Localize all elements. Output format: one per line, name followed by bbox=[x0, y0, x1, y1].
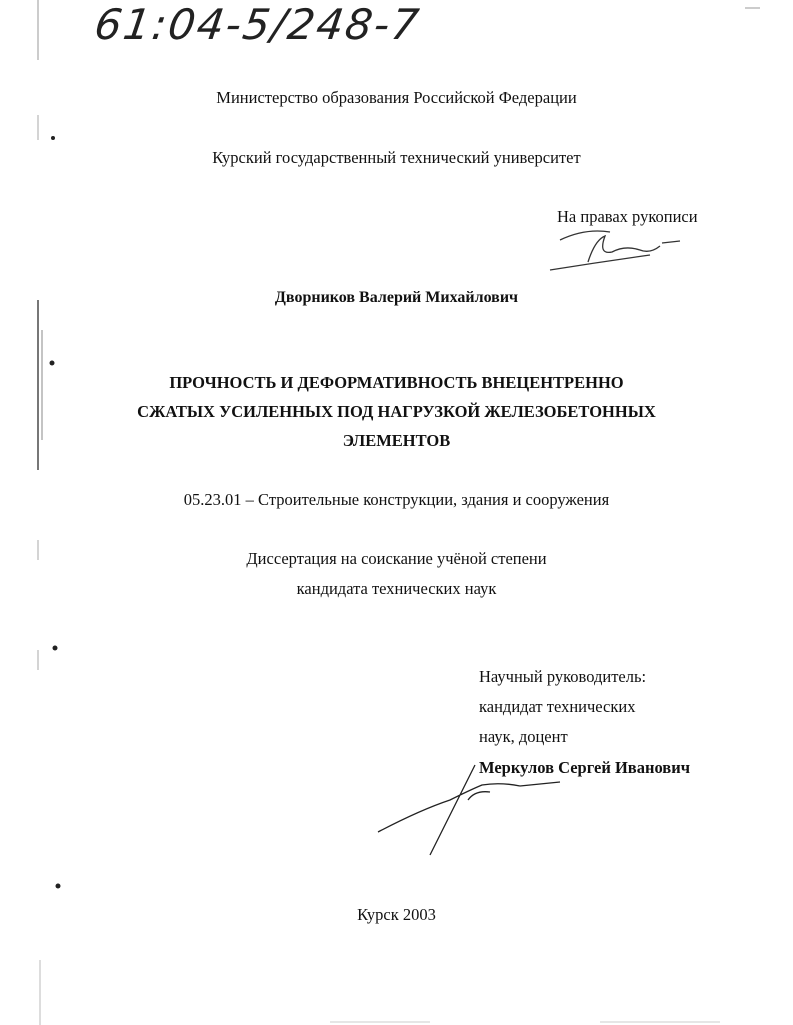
advisor-degree: наук, доцент bbox=[479, 727, 568, 746]
ministry-name: Министерство образования Российской Федерации bbox=[216, 88, 577, 107]
signature-stroke bbox=[378, 765, 560, 855]
handwritten-archive-number: 61:04-5/248-7 bbox=[91, 0, 424, 49]
author-name: Дворников Валерий Михайлович bbox=[274, 289, 519, 306]
university-name: Курский государственный технический университет bbox=[212, 148, 581, 167]
advisor-label: Научный руководитель: bbox=[479, 667, 647, 686]
dissertation-degree-line: Диссертация на соискание учёной степени bbox=[246, 549, 547, 568]
title-line: СЖАТЫХ УСИЛЕННЫХ ПОД НАГРУЗКОЙ ЖЕЛЕЗОБЕТОННЫХ bbox=[137, 402, 656, 421]
title-line: ПРОЧНОСТЬ И ДЕФОРМАТИВНОСТЬ ВНЕЦЕНТРЕННО bbox=[169, 373, 624, 392]
advisor-degree: кандидат технических bbox=[479, 697, 636, 716]
manuscript-rights-note: На правах рукописи bbox=[557, 207, 698, 226]
dissertation-degree-line: кандидата технических наук bbox=[296, 579, 497, 598]
specialty-code: 05.23.01 – Строительные конструкции, здания и сооружения bbox=[183, 490, 610, 509]
city-year: Курск 2003 bbox=[357, 905, 436, 924]
advisor-name: Меркулов Сергей Иванович bbox=[479, 758, 691, 777]
title-line: ЭЛЕМЕНТОВ bbox=[342, 431, 451, 450]
